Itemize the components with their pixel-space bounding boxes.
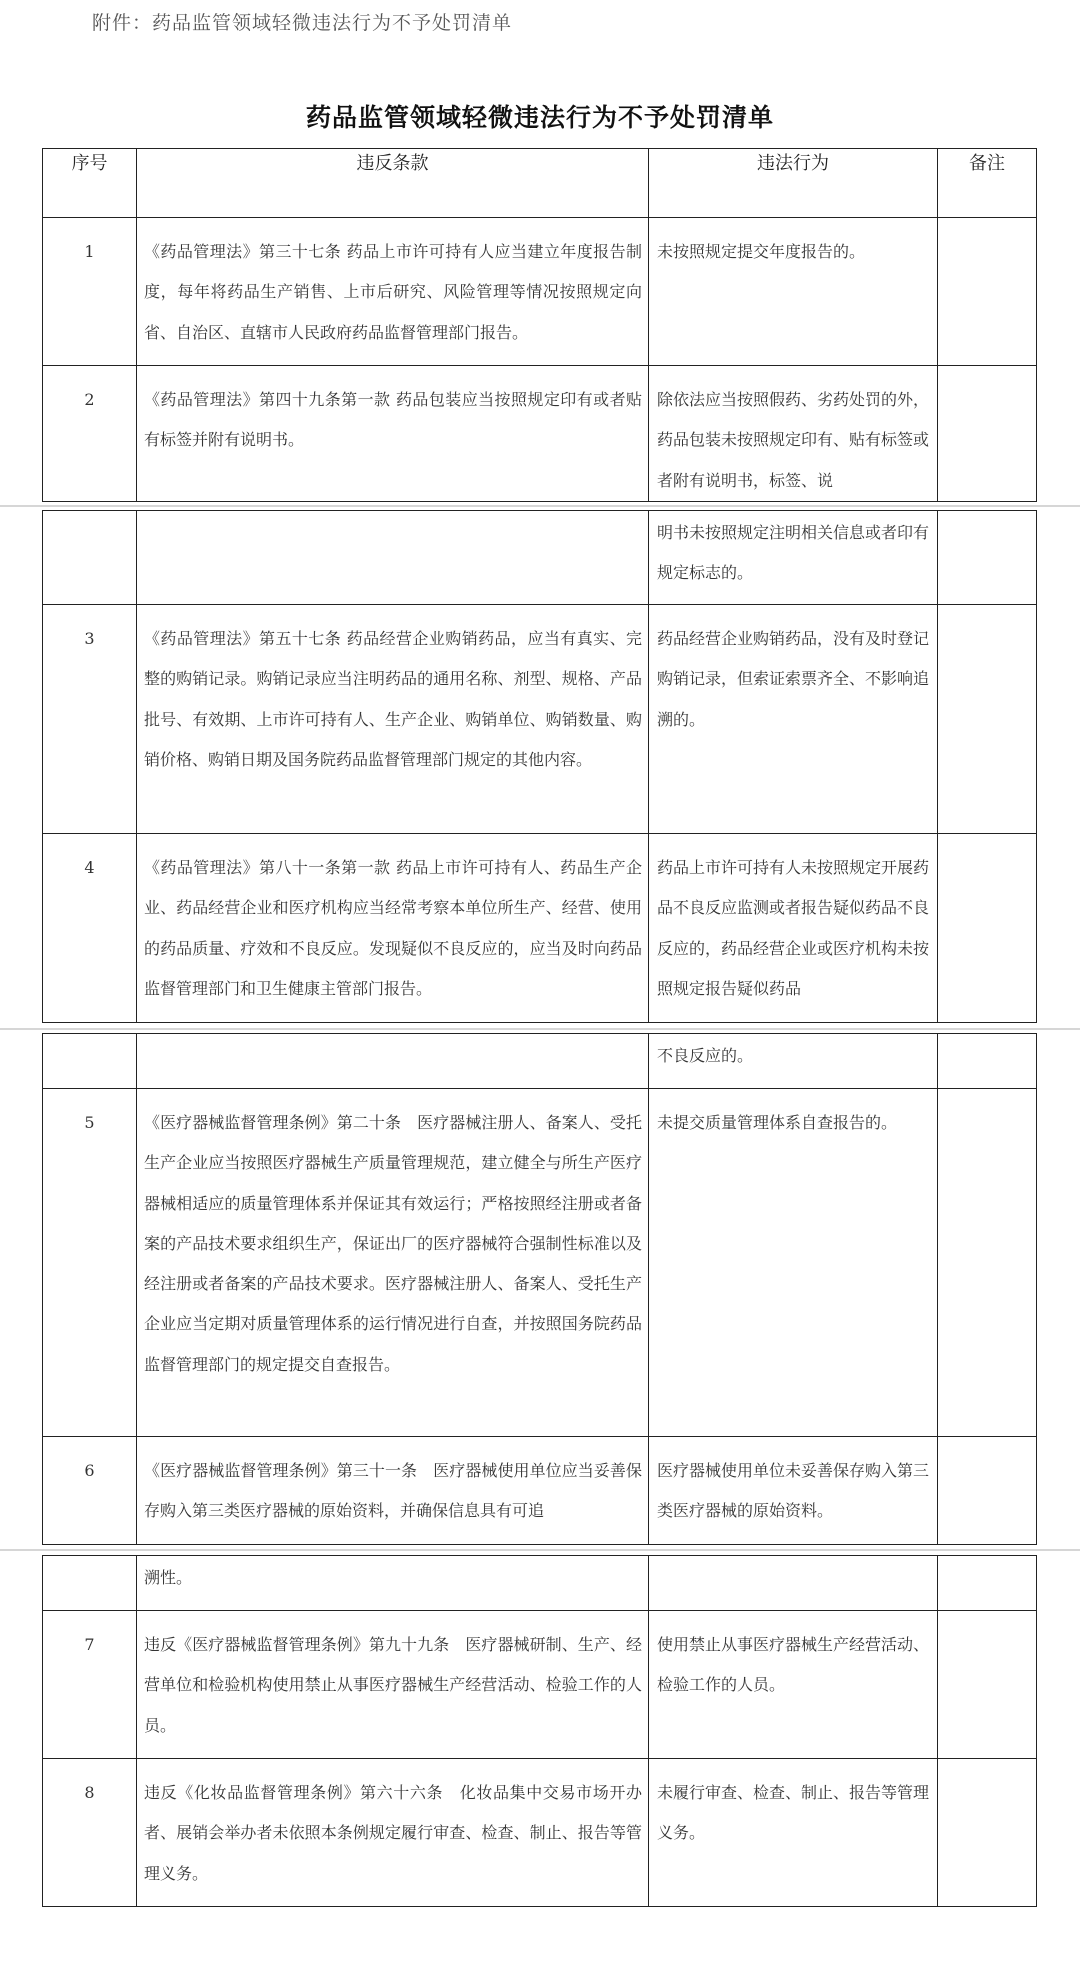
row-behavior: 使用禁止从事医疗器械生产经营活动、检验工作的人员。: [649, 1611, 938, 1759]
row-clause: 溯性。: [137, 1556, 649, 1611]
row-note: [938, 1089, 1037, 1437]
header-no: 序号: [43, 149, 137, 218]
table-row: [43, 1759, 1037, 1907]
table-header-row: [43, 149, 1037, 218]
row-note: [938, 1759, 1037, 1907]
row-behavior: [649, 1556, 938, 1611]
page-break: [0, 1549, 1080, 1551]
table-segment-4: [42, 1555, 1037, 1907]
table-segment-2: [42, 510, 1037, 1023]
row-note: [938, 218, 1037, 366]
row-number: 7: [43, 1611, 137, 1759]
row-number: 5: [43, 1089, 137, 1437]
row-number: [43, 1034, 137, 1089]
table-row-continued: [43, 1556, 1037, 1611]
table-segment-1: [42, 148, 1037, 502]
row-clause: 《药品管理法》第八十一条第一款 药品上市许可持有人、药品生产企业、药品经营企业和医疗机构应当经常考察本单位所生产、经营、使用的药品质量、疗效和不良反应。发现疑似不良反应的，应当及时向药品监督管理部门和卫生健康主管部门报告。: [137, 834, 649, 1023]
table-row-continued: [43, 511, 1037, 605]
row-number: 8: [43, 1759, 137, 1907]
row-number: [43, 1556, 137, 1611]
row-behavior: 药品上市许可持有人未按照规定开展药品不良反应监测或者报告疑似药品不良反应的，药品经营企业或医疗机构未按照规定报告疑似药品: [649, 834, 938, 1023]
row-behavior: 未提交质量管理体系自查报告的。: [649, 1089, 938, 1437]
row-note: [938, 1034, 1037, 1089]
row-clause: 违反《医疗器械监督管理条例》第九十九条 医疗器械研制、生产、经营单位和检验机构使用禁止从事医疗器械生产经营活动、检验工作的人员。: [137, 1611, 649, 1759]
table-row: [43, 834, 1037, 1023]
row-behavior: 医疗器械使用单位未妥善保存购入第三类医疗器械的原始资料。: [649, 1437, 938, 1545]
row-clause: 《药品管理法》第三十七条 药品上市许可持有人应当建立年度报告制度，每年将药品生产销售、上市后研究、风险管理等情况按照规定向省、自治区、直辖市人民政府药品监督管理部门报告。: [137, 218, 649, 366]
table-row: [43, 1437, 1037, 1545]
row-clause: 《医疗器械监督管理条例》第二十条 医疗器械注册人、备案人、受托生产企业应当按照医疗器械生产质量管理规范，建立健全与所生产医疗器械相适应的质量管理体系并保证其有效运行；严格按照经注册或者备案的产品技术要求组织生产，保证出厂的医疗器械符合强制性标准以及经注册或者备案的产品技术要求。医疗器械注册人、备案人、受托生产企业应当定期对质量管理体系的运行情况进行自查，并按照国务院药品监督管理部门的规定提交自查报告。: [137, 1089, 649, 1437]
table-row: [43, 1089, 1037, 1437]
table-row-continued: [43, 1034, 1037, 1089]
row-behavior: 未履行审查、检查、制止、报告等管理义务。: [649, 1759, 938, 1907]
header-note: 备注: [938, 149, 1037, 218]
header-clause: 违反条款: [137, 149, 649, 218]
row-clause: 《药品管理法》第四十九条第一款 药品包装应当按照规定印有或者贴有标签并附有说明书。: [137, 366, 649, 502]
page-break: [0, 505, 1080, 507]
page-break: [0, 1028, 1080, 1030]
row-note: [938, 366, 1037, 502]
row-number: 6: [43, 1437, 137, 1545]
row-number: 2: [43, 366, 137, 502]
row-behavior: 明书未按照规定注明相关信息或者印有规定标志的。: [649, 511, 938, 605]
row-note: [938, 511, 1037, 605]
row-clause: 《医疗器械监督管理条例》第三十一条 医疗器械使用单位应当妥善保存购入第三类医疗器械的原始资料，并确保信息具有可追: [137, 1437, 649, 1545]
row-behavior: 除依法应当按照假药、劣药处罚的外，药品包装未按照规定印有、贴有标签或者附有说明书，标签、说: [649, 366, 938, 502]
row-clause: [137, 1034, 649, 1089]
row-clause: 违反《化妆品监督管理条例》第六十六条 化妆品集中交易市场开办者、展销会举办者未依照本条例规定履行审查、检查、制止、报告等管理义务。: [137, 1759, 649, 1907]
document-title: 药品监管领域轻微违法行为不予处罚清单: [305, 103, 774, 132]
row-clause: 《药品管理法》第五十七条 药品经营企业购销药品，应当有真实、完整的购销记录。购销记录应当注明药品的通用名称、剂型、规格、产品批号、有效期、上市许可持有人、生产企业、购销单位、购销数量、购销价格、购销日期及国务院药品监督管理部门规定的其他内容。: [137, 605, 649, 834]
table-row: [43, 605, 1037, 834]
attachment-label: 附件：药品监管领域轻微违法行为不予处罚清单: [92, 12, 513, 34]
row-note: [938, 1437, 1037, 1545]
header-behavior: 违法行为: [649, 149, 938, 218]
row-behavior: 药品经营企业购销药品，没有及时登记购销记录，但索证索票齐全、不影响追溯的。: [649, 605, 938, 834]
row-number: 1: [43, 218, 137, 366]
table-row: [43, 218, 1037, 366]
table-row: [43, 366, 1037, 502]
row-note: [938, 1556, 1037, 1611]
row-clause: [137, 511, 649, 605]
row-behavior: 不良反应的。: [649, 1034, 938, 1089]
table-segment-3: [42, 1033, 1037, 1545]
row-number: 3: [43, 605, 137, 834]
row-number: 4: [43, 834, 137, 1023]
row-behavior: 未按照规定提交年度报告的。: [649, 218, 938, 366]
row-note: [938, 1611, 1037, 1759]
row-note: [938, 605, 1037, 834]
row-note: [938, 834, 1037, 1023]
row-number: [43, 511, 137, 605]
table-row: [43, 1611, 1037, 1759]
